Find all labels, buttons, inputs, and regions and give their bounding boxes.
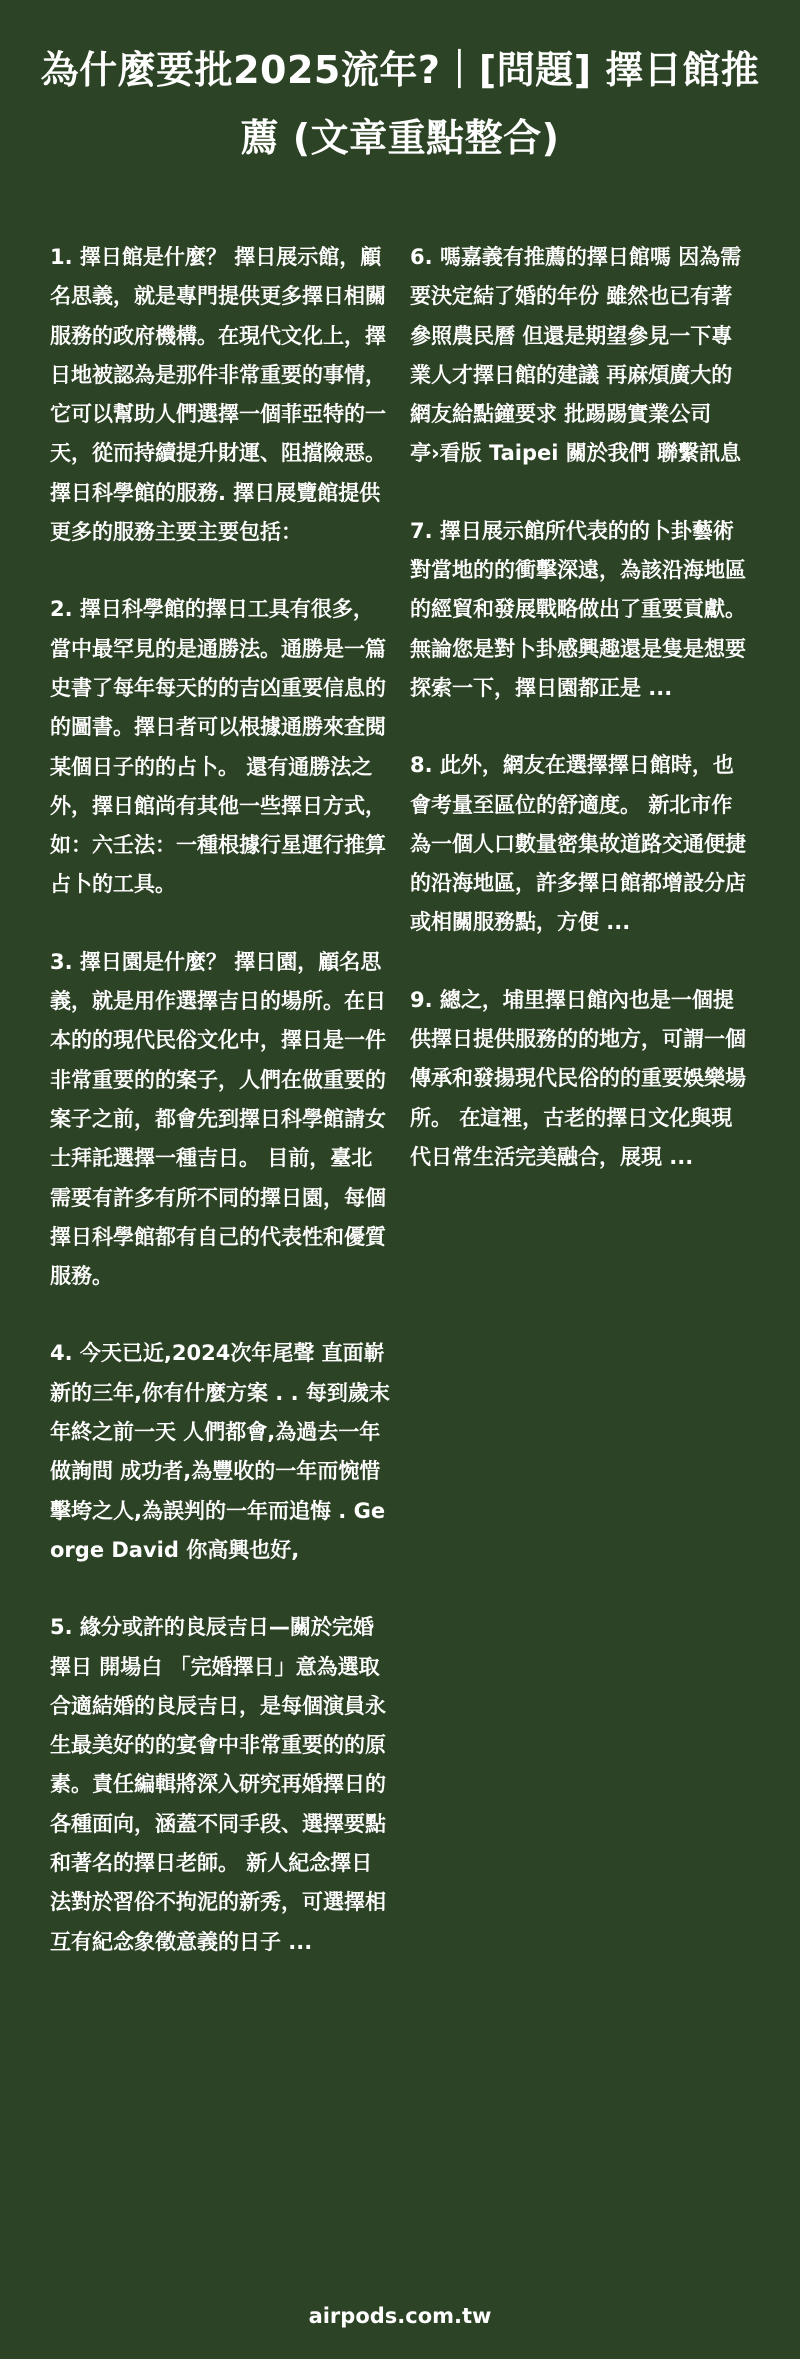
paragraph-8: 8. 此外，網友在選擇擇日館時，也會考量至區位的舒適度。 新北市作為一個人口數量密集故道路交通便捷的沿海地區，許多擇日館都增設分店或相關服務點，方便 ... — [410, 753, 746, 935]
paragraph-5: 5. 緣分或許的良辰吉日—關於完婚擇日 開場白 「完婚擇日」意為選取合適結婚的良辰吉日，是每個演員永生最美好的的宴會中非常重要的的原素。責任編輯將深入研究再婚擇日的各種面向，涵蓋不同手段、選擇要點和著名的擇日老師。 新人紀念擇日法對於習俗不拘泥的新秀，可選擇相互有紀念象徵意義的日子 ... — [50, 1615, 386, 1954]
right-column — [410, 238, 750, 1215]
paragraph-9: 9. 總之，埔里擇日館內也是一個提供擇日提供服務的的地方，可謂一個傳承和發揚現代民俗的的重要娛樂場所。 在這裡，古老的擇日文化與現代日常生活完美融合，展現 ... — [410, 987, 746, 1169]
paragraph-2: 2. 擇日科學館的擇日工具有很多，當中最罕見的是通勝法。通勝是一篇史書了每年每天的的吉凶重要信息的的圖書。擇日者可以根據通勝來查閱某個日子的的占卜。 還有通勝法之外，擇日館尚有其他一些擇日方式，如：六壬法：一種根據行星運行推算占卜的工具。 — [50, 597, 386, 897]
left-column — [50, 238, 390, 2000]
paragraph-4: 4. 今天已近,2024次年尾聲 直面嶄新的三年,你有什麼方案 . . 每到歲末年終之前一天 人們都會,為過去一年做詢問 成功者,為豐收的一年而惋惜 擊垮之人,為誤判的一年而追悔 . George David 你高興也好, — [50, 1341, 390, 1562]
paragraph-7: 7. 擇日展示館所代表的的卜卦藝術對當地的的衝擊深遠，為該沿海地區的經貿和發展戰略做出了重要貢獻。 無論您是對卜卦感興趣還是隻是想要探索一下，擇日園都正是 ... — [410, 518, 746, 700]
paragraph-1: 1. 擇日館是什麼？ 擇日展示館，顧名思義，就是專門提供更多擇日相關服務的政府機構。在現代文化上，擇日地被認為是那件非常重要的事情，它可以幫助人們選擇一個菲亞特的一天，從而持續提升財運、阻擋險惡。 擇日科學館的服務. 擇日展覽館提供更多的服務主要主要包括： — [50, 245, 386, 545]
page-title: 為什麼要批2025流年?｜[問題] 擇日館推薦 (文章重點整合) — [40, 48, 760, 160]
paragraph-3: 3. 擇日園是什麼？ 擇日園，顧名思義，就是用作選擇吉日的場所。在日本的的現代民俗文化中，擇日是一件非常重要的的案子，人們在做重要的案子之前，都會先到擇日科學館請女士拜託選擇一種吉日。 目前，臺北需要有許多有所不同的擇日園，每個擇日科學館都有自己的代表性和優質服務。 — [50, 949, 386, 1289]
footer-domain: airpods.com.tw — [308, 2304, 492, 2328]
paragraph-6: 6. 嗎嘉義有推薦的擇日館嗎 因為需要決定結了婚的年份 雖然也已有著參照農民曆 但還是期望參見一下專業人才擇日館的建議 再麻煩廣大的網友給點鐘要求 批踢踢實業公司亭›看版 Taipei 關於我們 聯繫訊息 — [410, 245, 742, 466]
